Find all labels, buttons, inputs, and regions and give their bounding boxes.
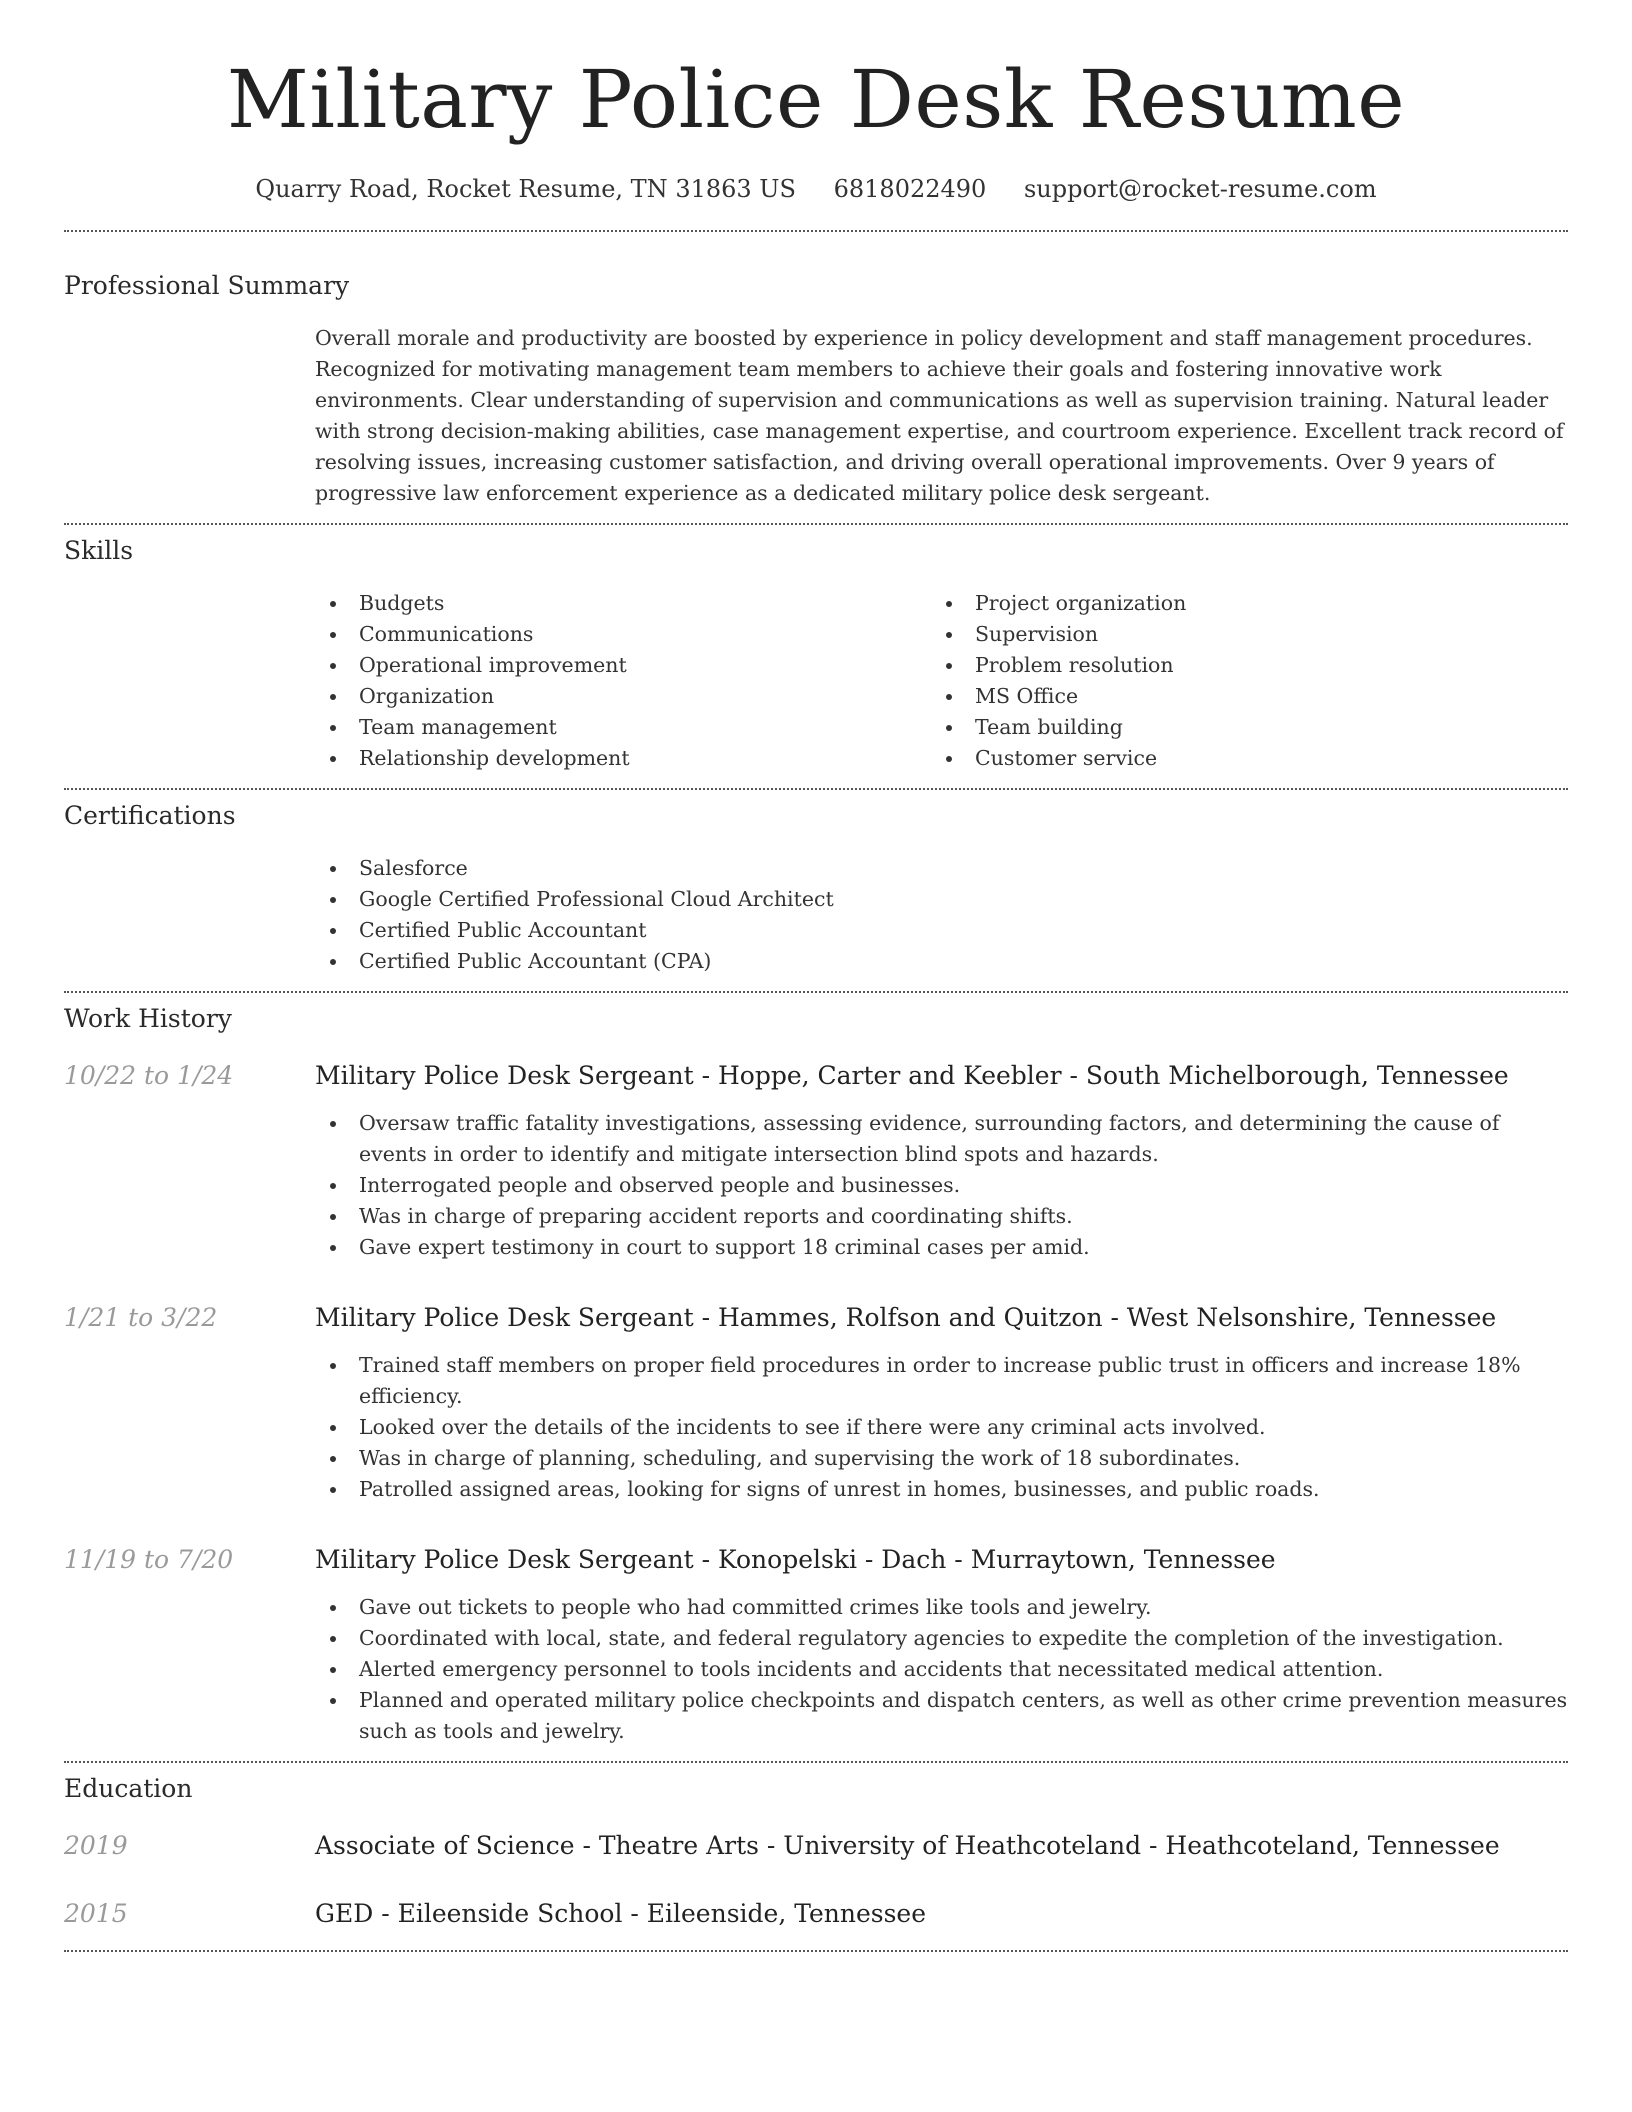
skill-item: MS Office [931, 681, 1547, 712]
skill-item: Team building [931, 712, 1547, 743]
divider [64, 230, 1568, 232]
job-bullet: Was in charge of preparing accident reports and coordinating shifts. [315, 1201, 1568, 1232]
skill-item: Budgets [315, 588, 931, 619]
certifications-list [315, 853, 1568, 977]
contact-phone: 6818022490 [833, 175, 987, 203]
skill-item: Organization [315, 681, 931, 712]
job-dates: 1/21 to 3/22 [64, 1303, 218, 1332]
resume-title: Military Police Desk Resume [226, 53, 1406, 146]
skills-column-right [931, 588, 1547, 774]
skill-item: Supervision [931, 619, 1547, 650]
job-entry [64, 1060, 1568, 1263]
job-entry [64, 1544, 1568, 1747]
job-bullet: Gave expert testimony in court to support 18 criminal cases per amid. [315, 1232, 1568, 1263]
contact-line [64, 174, 1568, 204]
job-bullet: Coordinated with local, state, and federal regulatory agencies to expedite the completion of the investigation. [315, 1623, 1568, 1654]
job-bullet: Trained staff members on proper field procedures in order to increase public trust in officers and increase 18% efficiency. [315, 1350, 1568, 1412]
skill-item: Team management [315, 712, 931, 743]
job-bullet: Oversaw traffic fatality investigations, assessing evidence, surrounding factors, and determining the cause of events in order to identify and mitigate intersection blind spots and hazards. [315, 1108, 1568, 1170]
certification-item: Google Certified Professional Cloud Architect [315, 884, 1568, 915]
skill-item: Relationship development [315, 743, 931, 774]
divider [64, 523, 1568, 525]
education-entry [64, 1898, 1568, 1930]
skills-list [315, 588, 1568, 774]
job-bullet: Patrolled assigned areas, looking for signs of unrest in homes, businesses, and public roads. [315, 1474, 1568, 1505]
certification-item: Certified Public Accountant [315, 915, 1568, 946]
divider [64, 1950, 1568, 1952]
contact-address: Quarry Road, Rocket Resume, TN 31863 US [255, 175, 796, 203]
skills-column-left [315, 588, 931, 774]
job-bullet: Alerted emergency personnel to tools incidents and accidents that necessitated medical attention. [315, 1654, 1568, 1685]
education-year: 2015 [64, 1899, 128, 1928]
certifications-heading: Certifications [64, 801, 236, 830]
job-dates: 10/22 to 1/24 [64, 1061, 234, 1090]
job-bullet: Looked over the details of the incidents to see if there were any criminal acts involved. [315, 1412, 1568, 1443]
job-bullet: Planned and operated military police checkpoints and dispatch centers, as well as other crime prevention measures such as tools and jewelry. [315, 1685, 1568, 1747]
skill-item: Problem resolution [931, 650, 1547, 681]
certification-item: Certified Public Accountant (CPA) [315, 946, 1568, 977]
job-title: Military Police Desk Sergeant - Konopelski - Dach - Murraytown, Tennessee [315, 1545, 1276, 1574]
divider [64, 1761, 1568, 1763]
certification-item: Salesforce [315, 853, 1568, 884]
job-entry [64, 1302, 1568, 1505]
education-details: GED - Eileenside School - Eileenside, Tennessee [315, 1899, 926, 1928]
education-details: Associate of Science - Theatre Arts - University of Heathcoteland - Heathcoteland, Tennessee [315, 1831, 1500, 1860]
job-title: Military Police Desk Sergeant - Hoppe, Carter and Keebler - South Michelborough, Tennessee [315, 1061, 1509, 1090]
skill-item: Operational improvement [315, 650, 931, 681]
divider [64, 788, 1568, 790]
summary-text: Overall morale and productivity are boosted by experience in policy development and staff management procedures. Recognized for motivating management team members to achieve their goals and fostering innovative work environments. Clear understanding of supervision and communications as well as supervision training. Natural leader with strong decision-making abilities, case management expertise, and courtroom experience. Excellent track record of resolving issues, increasing customer satisfaction, and driving overall operational improvements. Over 9 years of progressive law enforcement experience as a dedicated military police desk sergeant. [315, 326, 1564, 505]
job-bullets [315, 1592, 1568, 1747]
divider [64, 991, 1568, 993]
education-heading: Education [64, 1774, 193, 1803]
skills-heading: Skills [64, 536, 134, 565]
education-entry [64, 1830, 1568, 1862]
work-history-heading: Work History [64, 1004, 232, 1033]
job-dates: 11/19 to 7/20 [64, 1545, 234, 1574]
education-year: 2019 [64, 1831, 128, 1860]
job-bullet: Was in charge of planning, scheduling, and supervising the work of 18 subordinates. [315, 1443, 1568, 1474]
job-title: Military Police Desk Sergeant - Hammes, Rolfson and Quitzon - West Nelsonshire, Tennessee [315, 1303, 1497, 1332]
skill-item: Communications [315, 619, 931, 650]
skill-item: Project organization [931, 588, 1547, 619]
skill-item: Customer service [931, 743, 1547, 774]
contact-email: support@rocket-resume.com [1023, 175, 1377, 203]
summary-heading: Professional Summary [64, 271, 350, 300]
job-bullets [315, 1108, 1568, 1263]
job-bullets [315, 1350, 1568, 1505]
job-bullet: Interrogated people and observed people and businesses. [315, 1170, 1568, 1201]
job-bullet: Gave out tickets to people who had committed crimes like tools and jewelry. [315, 1592, 1568, 1623]
